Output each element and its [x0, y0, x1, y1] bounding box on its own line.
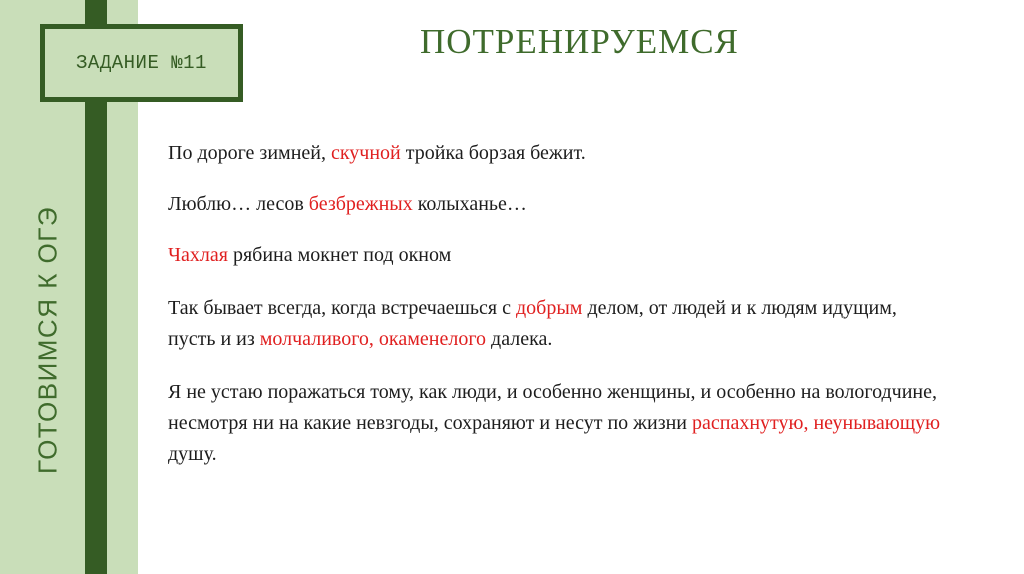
sentence	[168, 138, 978, 169]
sentence	[168, 293, 948, 355]
highlighted-word: распахнутую, неунывающую	[692, 412, 941, 434]
sentence	[168, 377, 968, 470]
sentence	[168, 240, 978, 271]
highlighted-word: молчаливого, окаменелого	[259, 328, 487, 350]
task-label-box	[40, 24, 243, 102]
sentence-text: колыханье…	[412, 193, 527, 215]
sidebar-vertical-title-text: ГОТОВИМСЯ К ОГЭ	[32, 205, 63, 475]
sentence-text: далека.	[486, 328, 553, 350]
highlighted-word: скучной	[330, 142, 401, 164]
sentence-text: тройка борзая бежит.	[400, 142, 586, 164]
sentence-text: душу.	[168, 443, 217, 465]
sentence-text: рябина мокнет под окном	[227, 244, 452, 266]
highlighted-word: добрым	[516, 297, 583, 319]
sentence-text: Я не устаю поражаться тому, как люди, и особенно женщины, и особенно на вологодчине, несмотря ни на какие невзгоды, сохраняют и несут по жизни	[168, 381, 938, 434]
task-label: ЗАДАНИЕ №11	[76, 52, 207, 74]
highlighted-word: безбрежных	[308, 193, 413, 215]
sentence-text: Так бывает всегда, когда встречаешься с	[168, 297, 516, 319]
sentence-text: По дороге зимней,	[168, 142, 331, 164]
sentence	[168, 189, 978, 220]
sentence-text: Люблю… лесов	[168, 193, 309, 215]
highlighted-word: Чахлая	[168, 244, 228, 266]
sentence-text: делом, от людей и к людям идущим, пусть и из	[168, 297, 897, 350]
page-title: ПОТРЕНИРУЕМСЯ	[420, 22, 739, 61]
